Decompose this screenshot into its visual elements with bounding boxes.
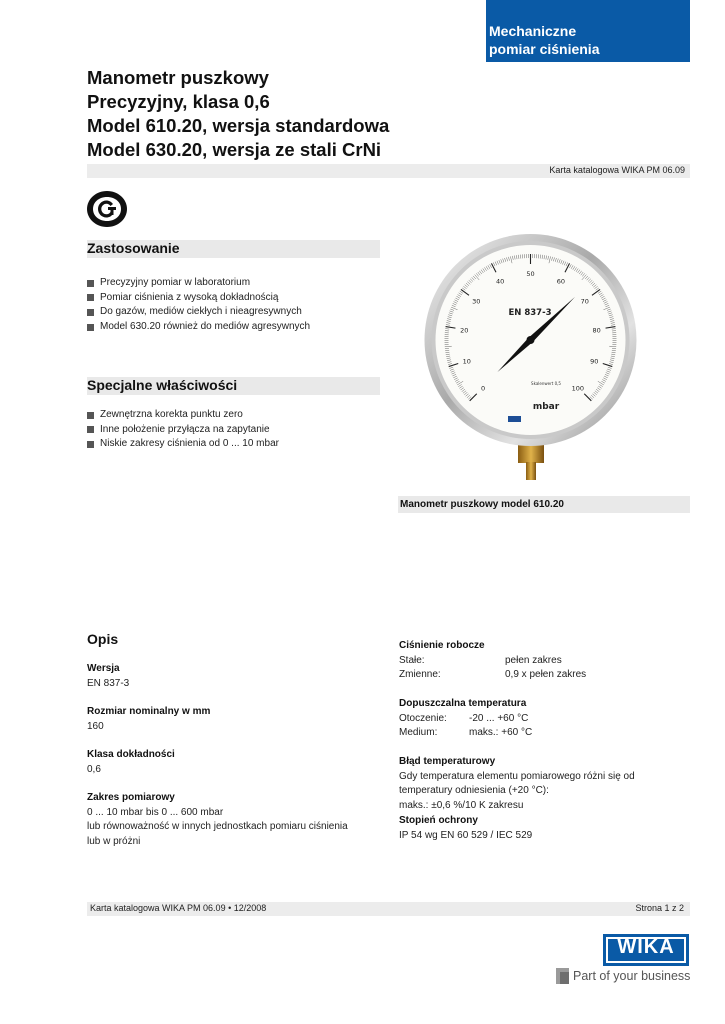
- catalog-bar: [87, 164, 690, 178]
- static-value: pełen zakres: [505, 654, 562, 666]
- bullet-square-icon: [87, 324, 94, 331]
- temperature-error-line-1: Gdy temperatura elementu pomiarowego różni się od: [399, 770, 635, 782]
- scale-label: 100: [571, 384, 585, 393]
- title-line-3: Model 610.20, wersja standardowa: [87, 115, 390, 136]
- pointer-hub: [527, 336, 535, 344]
- brand-tagline: [556, 968, 692, 986]
- footer-page-number: Strona 1 z 2: [635, 903, 684, 913]
- list-item: Inne położenie przyłącza na zapytanie: [87, 423, 279, 438]
- bullet-square-icon: [87, 294, 94, 301]
- temperature-block: [399, 697, 689, 741]
- scale-label: 0: [481, 384, 486, 393]
- accuracy-label: Klasa dokładności: [87, 749, 175, 760]
- list-item: Pomiar ciśnienia z wysoką dokładnością: [87, 291, 310, 306]
- gauge-unit-label: mbar: [532, 402, 560, 412]
- footer-document-id: Karta katalogowa WIKA PM 06.09 • 12/2008: [90, 903, 267, 913]
- range-value-3: lub w próżni: [87, 836, 141, 848]
- bullet-square-icon: [87, 280, 94, 287]
- page-title: [87, 66, 389, 162]
- version-block: [87, 662, 129, 691]
- scale-label: 10: [462, 357, 471, 366]
- static-label: Stałe:: [399, 654, 425, 666]
- scale-label: 70: [580, 297, 589, 306]
- size-value: 160: [87, 720, 104, 732]
- temperature-error-line-3: maks.: ±0,6 %/10 K zakresu: [399, 800, 524, 812]
- applications-heading: Zastosowanie: [87, 240, 180, 256]
- list-item: Niskie zakresy ciśnienia od 0 ... 10 mbar: [87, 437, 279, 452]
- ambient-row: [399, 712, 689, 727]
- list-item: Zewnętrzna korekta punktu zero: [87, 408, 279, 423]
- static-row: [399, 654, 689, 669]
- connector-thread: [526, 462, 536, 480]
- protection-heading: Stopień ochrony: [399, 814, 478, 826]
- bullet-square-icon: [87, 441, 94, 448]
- description-heading: Opis: [87, 631, 119, 647]
- protection-value: IP 54 wg EN 60 529 / IEC 529: [399, 829, 533, 841]
- bullet-square-icon: [87, 426, 94, 433]
- image-caption-bar: [398, 496, 690, 513]
- gauge-scale-value-label: Skalenwert 0,5: [531, 381, 561, 386]
- scale-label: 60: [556, 277, 566, 286]
- gauge-standard-label: EN 837-3: [508, 308, 552, 318]
- title-line-2: Precyzyjny, klasa 0,6: [87, 91, 270, 112]
- wika-logo-text: WIKA: [617, 936, 675, 958]
- range-label: Zakres pomiarowy: [87, 792, 175, 803]
- variable-value: 0,9 x pełen zakres: [505, 669, 587, 681]
- features-heading-bar: [87, 377, 380, 395]
- ambient-value: -20 ... +60 °C: [469, 712, 529, 724]
- temperature-error-heading: Błąd temperaturowy: [399, 756, 496, 767]
- scale-label: 80: [592, 326, 601, 335]
- category-line-2: pomiar ciśnienia: [489, 41, 600, 57]
- range-block: [87, 791, 348, 850]
- version-value: EN 837-3: [87, 677, 130, 689]
- list-item: Model 630.20 również do mediów agresywnych: [87, 320, 310, 335]
- bullet-square-icon: [87, 412, 94, 419]
- working-pressure-heading: Ciśnienie robocze: [399, 640, 485, 651]
- features-heading: Specjalne właściwości: [87, 377, 238, 393]
- size-block: [87, 705, 210, 734]
- version-label: Wersja: [87, 663, 120, 674]
- medium-value: maks.: +60 °C: [469, 727, 533, 739]
- range-value-1: 0 ... 10 mbar bis 0 ... 600 mbar: [87, 806, 224, 818]
- category-box: [486, 0, 690, 62]
- scale-label: 30: [472, 297, 481, 306]
- gost-certification-icon: [86, 190, 128, 228]
- scale-label: 40: [495, 277, 505, 286]
- image-caption: Manometr puszkowy model 610.20: [400, 499, 564, 510]
- accuracy-block: [87, 748, 175, 777]
- bullet-square-icon: [87, 309, 94, 316]
- wika-logo: [603, 934, 689, 966]
- title-line-4: Model 630.20, wersja ze stali CrNi: [87, 139, 382, 160]
- features-list: [87, 408, 279, 452]
- temperature-error-block: [399, 755, 689, 843]
- temperature-heading: Dopuszczalna temperatura: [399, 698, 527, 709]
- catalog-sheet-label: Karta katalogowa WIKA PM 06.09: [549, 165, 685, 175]
- footer-bar: [87, 902, 690, 916]
- applications-list: [87, 276, 310, 335]
- gauge-wika-logo: [508, 416, 521, 422]
- applications-heading-bar: [87, 240, 380, 258]
- medium-row: [399, 726, 689, 741]
- medium-label: Medium:: [399, 727, 438, 739]
- scale-label: 20: [460, 326, 469, 335]
- scale-label: 50: [526, 270, 535, 278]
- connector-hex: [518, 443, 544, 463]
- pressure-gauge-image: [412, 232, 649, 490]
- list-item: Do gazów, mediów ciekłych i nieagresywnych: [87, 305, 310, 320]
- scale-label: 90: [590, 357, 599, 366]
- size-label: Rozmiar nominalny w mm: [87, 706, 211, 717]
- variable-row: [399, 668, 689, 683]
- temperature-error-line-2: temperatury odniesienia (+20 °C):: [399, 785, 549, 797]
- list-item: Precyzyjny pomiar w laboratorium: [87, 276, 310, 291]
- ambient-label: Otoczenie:: [399, 712, 447, 724]
- category-line-1: Mechaniczne: [489, 23, 577, 39]
- title-line-1: Manometr puszkowy: [87, 67, 269, 88]
- accuracy-value: 0,6: [87, 763, 101, 775]
- tagline-text: Part of your business: [573, 969, 691, 983]
- working-pressure-block: [399, 639, 689, 683]
- variable-label: Zmienne:: [399, 669, 441, 681]
- range-value-2: lub równoważność w innych jednostkach pomiaru ciśnienia: [87, 821, 348, 833]
